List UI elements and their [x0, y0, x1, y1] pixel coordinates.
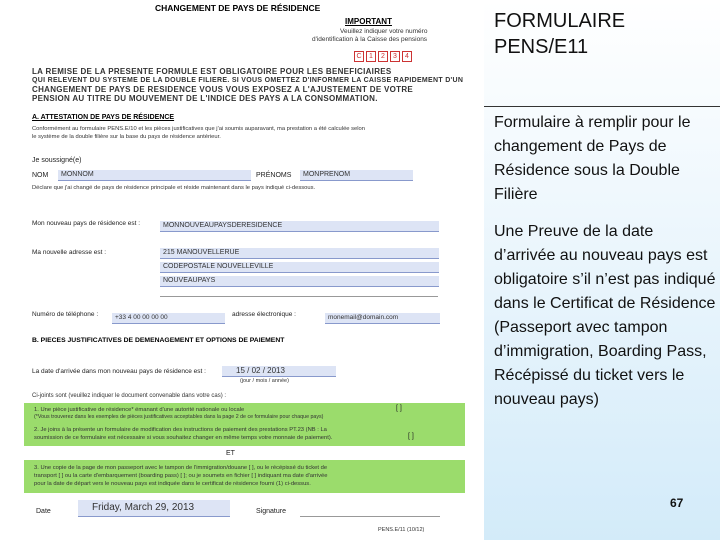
nom-field[interactable]: MONNOM [58, 170, 251, 181]
address-line-1[interactable]: 215 MANOUVELLERUE [160, 248, 439, 259]
panel-description: Formulaire à remplir pour le changement de Pays de Résidence sous la Double Filière [494, 114, 691, 203]
section-a-title: A. ATTESTATION DE PAYS DE RÉSIDENCE [32, 114, 175, 121]
date-label: Date [36, 508, 51, 515]
important-sub1: Veuillez indiquer votre numéro [340, 28, 428, 35]
important-sub2: d'identification à la Caisse des pensions [312, 36, 428, 43]
new-address-label: Ma nouvelle adresse est : [32, 249, 107, 256]
address-rule [160, 296, 438, 297]
id-box: 1 [366, 51, 376, 62]
phone-label: Numéro de téléphone : [32, 311, 99, 318]
prenoms-label: PRÉNOMS [256, 172, 292, 179]
title-divider [484, 106, 720, 107]
section-b-title: B. PIECES JUSTIFICATIVES DE DEMENAGEMENT ET OPTIONS DE PAIEMENT [32, 337, 285, 344]
section-a-text: le système de la double filière sur la base du pays de résidence antérieur. [32, 134, 221, 140]
id-box: 4 [402, 51, 412, 62]
signature-line[interactable] [300, 516, 440, 517]
arrival-label: La date d'arrivée dans mon nouveau pays de résidence est : [32, 368, 206, 375]
option-2-text: 2. Je joins à la présente un formulaire de modification des instructions de paiement des prestations PT.23 (NB : La [34, 427, 327, 433]
prenoms-field[interactable]: MONPRENOM [300, 170, 413, 181]
option-1-text: 1. Une pièce justificative de résidence* émanant d'une autorité nationale ou locale [34, 407, 245, 413]
option-1-note: (*Vous trouverez dans les exemples de pièces justificatives acceptables dans la page 2 de ce formulaire pour chaque pays) [34, 414, 324, 420]
option-2-checkbox[interactable]: [ ] [408, 433, 414, 440]
form-heading: CHANGEMENT DE PAYS DE RÉSIDENCE [155, 3, 321, 13]
warning-line: QUI RELEVENT DU SYSTEME DE LA DOUBLE FILIERE. SI VOUS OMETTEZ D'INFORMER LA CAISSE RAPIDEMENT D'UN [32, 77, 464, 84]
date-field[interactable]: Friday, March 29, 2013 [78, 500, 230, 517]
email-label: adresse électronique : [232, 311, 296, 318]
option-3-text: pour la date de départ vers le nouveau pays est indiquée dans le certificat de résidence fourni (1) ci-dessus. [34, 481, 311, 487]
phone-field[interactable]: +33 4 00 00 00 00 [112, 313, 225, 324]
warning-line: PENSION AU TITRE DU MOUVEMENT DE L'INDICE DES PAYS A LA CONSOMMATION. [32, 94, 378, 103]
warning-line: CHANGEMENT DE PAYS DE RESIDENCE VOUS VOUS EXPOSEZ A L'AJUSTEMENT DE VOTRE [32, 85, 414, 94]
section-a-text: Conformément au formulaire PENS.E/10 et les pièces justificatives que j'ai soumis auparavant, ma prestation a été calculée selon [32, 126, 365, 132]
panel-title: FORMULAIRE PENS/E11 [494, 10, 626, 58]
arrival-hint: (jour / mois / année) [240, 378, 289, 384]
important-label: IMPORTANT [345, 17, 392, 26]
new-country-field[interactable]: MONNOUVEAUPAYSDERESIDENCE [160, 221, 439, 232]
info-panel [484, 0, 720, 540]
signature-label: Signature [256, 508, 286, 515]
address-line-3[interactable]: NOUVEAUPAYS [160, 276, 439, 287]
arrival-date-field[interactable]: 15 / 02 / 2013 [222, 366, 336, 377]
page-number: 67 [670, 496, 684, 510]
id-box: 2 [378, 51, 388, 62]
id-box: C [354, 51, 364, 62]
undersigned-label: Je soussigné(e) [32, 157, 82, 164]
et-label: ET [226, 450, 235, 457]
id-box: 3 [390, 51, 400, 62]
option-1-checkbox[interactable]: [ ] [396, 405, 402, 412]
form-version: PENS.E/11 (10/12) [378, 527, 425, 533]
nom-label: NOM [32, 172, 49, 179]
address-line-2[interactable]: CODEPOSTALE NOUVELLEVILLE [160, 262, 439, 273]
email-field[interactable]: monemail@domain.com [325, 313, 440, 324]
warning-line: LA REMISE DE LA PRESENTE FORMULE EST OBLIGATOIRE POUR LES BENEFICIAIRES [32, 67, 392, 76]
option-2-note: soumission de ce formulaire est nécessaire si vous souhaitez changer en même temps votre monnaie de paiement). [34, 435, 333, 441]
new-country-label: Mon nouveau pays de résidence est : [32, 220, 141, 227]
panel-proof-note: Une Preuve de la date d’arrivée au nouveau pays est obligatoire s’il n’est pas indiqué dans le Certificat de Résidence (Passeport avec tampon d’immigration, Boarding Pass, Récépissé du ticket vers le nouveau pays) [494, 223, 716, 408]
declare-text: Déclare que j'ai changé de pays de résidence principale et réside maintenant dans le pays indiqué ci-dessous. [32, 185, 316, 191]
attached-label: Ci-joints sont (veuillez indiquer le document convenable dans votre cas) : [32, 393, 227, 399]
option-3-text: 3. Une copie de la page de mon passeport avec le tampon de l'immigration/douane [ ], ou le récépissé du ticket de [34, 465, 328, 471]
option-3-text: transport [ ] ou la carte d'embarquement (boarding pass) [ ]; ou je soumets en fichier [ ] indiquant ma date d'arrivée [34, 473, 328, 479]
